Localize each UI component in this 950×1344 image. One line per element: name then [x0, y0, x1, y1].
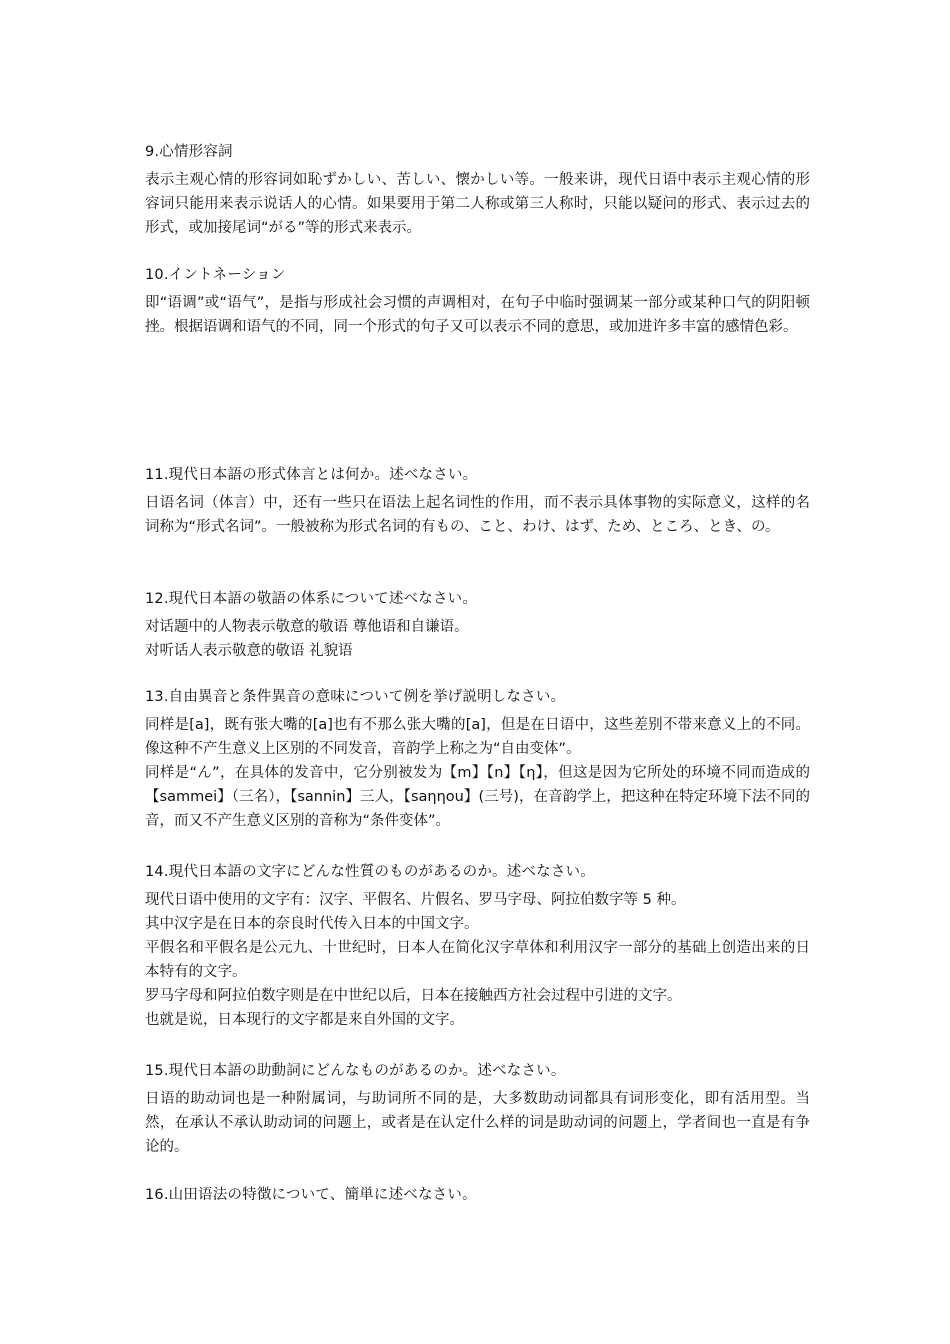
section-paragraph: 其中汉字是在日本的奈良时代传入日本的中国文字。	[145, 916, 479, 932]
section-paragraph: 表示主观心情的形容词如恥ずかしい、苦しい、懐かしい等。一般来讲，现代日语中表示主观心情的形容词只能用来表示说话人的心情。如果要用于第二人称或第三人称时，只能以疑问的形式、表示过去的形式，或加接尾词“がる”等的形式来表示。	[145, 172, 810, 236]
section-heading: 11.現代日本語の形式体言とは何か。述べなさい。	[145, 467, 478, 483]
section-heading: 14.現代日本語の文字にどんな性質のものがあるのか。述べなさい。	[145, 864, 595, 880]
section-paragraph: 日语的助动词也是一种附属词，与助词所不同的是，大多数助动词都具有词形变化，即有活用型。当然，在承认不承认助动词的问题上，或者是在认定什么样的词是助动词的问题上，学者间也一直是有争论的。	[145, 1091, 810, 1155]
section-paragraph: 对话题中的人物表示敬意的敬语 尊他语和自谦语。	[145, 619, 469, 635]
section-paragraph: 对听话人表示敬意的敬语 礼貌语	[145, 643, 353, 659]
section-paragraph: 即“语调”或“语气”，是指与形成社会习惯的声调相对，在句子中临时强调某一部分或某种口气的阴阳顿挫。根据语调和语气的不同，同一个形式的句子又可以表示不同的意思，或加进许多丰富的感情色彩。	[145, 295, 810, 335]
section-9	[145, 142, 810, 240]
section-11	[145, 465, 810, 539]
section-15	[145, 1061, 810, 1159]
section-paragraph: 平假名和平假名是公元九、十世纪时，日本人在简化汉字草体和利用汉字一部分的基础上创造出来的日本特有的文字。	[145, 940, 810, 980]
section-heading: 10.イントネーション	[145, 267, 286, 283]
section-14	[145, 862, 810, 1032]
section-heading: 15.現代日本語の助動詞にどんなものがあるのか。述べなさい。	[145, 1063, 566, 1079]
section-paragraph: 同样是“ん”，在具体的发音中，它分别被发为【m】【n】【η】，但这是因为它所处的环境不同而造成的【sammei】（三名），【sannin】三人，【saηηou】(三号)，在音韵学上，把这种在特定环境下法不同的音，而又不产生意义区别的音称为“条件变体”。	[145, 765, 810, 829]
section-paragraph: 日语名词（体言）中，还有一些只在语法上起名词性的作用，而不表示具体事物的实际意义，这样的名词称为“形式名词”。一般被称为形式名词的有もの、こと、わけ、はず、ため、ところ、とき、の。	[145, 495, 810, 535]
section-heading: 12.現代日本語の敬語の体系について述べなさい。	[145, 591, 478, 607]
section-heading: 13.自由異音と条件異音の意味について例を挙げ説明しなさい。	[145, 689, 566, 705]
section-heading: 9.心情形容詞	[145, 144, 233, 160]
section-16	[145, 1185, 810, 1211]
section-paragraph: 同样是[a]，既有张大嘴的[a]也有不那么张大嘴的[a]，但是在日语中，这些差别不带来意义上的不同。像这种不产生意义上区别的不同发音，音韵学上称之为“自由变体”。	[145, 717, 810, 757]
section-paragraph: 也就是说，日本现行的文字都是来自外国的文字。	[145, 1012, 464, 1028]
section-12	[145, 589, 810, 663]
section-13	[145, 687, 810, 833]
section-heading: 16.山田语法の特徴について、簡単に述べなさい。	[145, 1187, 477, 1203]
section-10	[145, 265, 810, 339]
section-paragraph: 罗马字母和阿拉伯数字则是在中世纪以后，日本在接触西方社会过程中引进的文字。	[145, 988, 682, 1004]
section-paragraph: 现代日语中使用的文字有：汉字、平假名、片假名、罗马字母、阿拉伯数字等 5 种。	[145, 892, 686, 908]
